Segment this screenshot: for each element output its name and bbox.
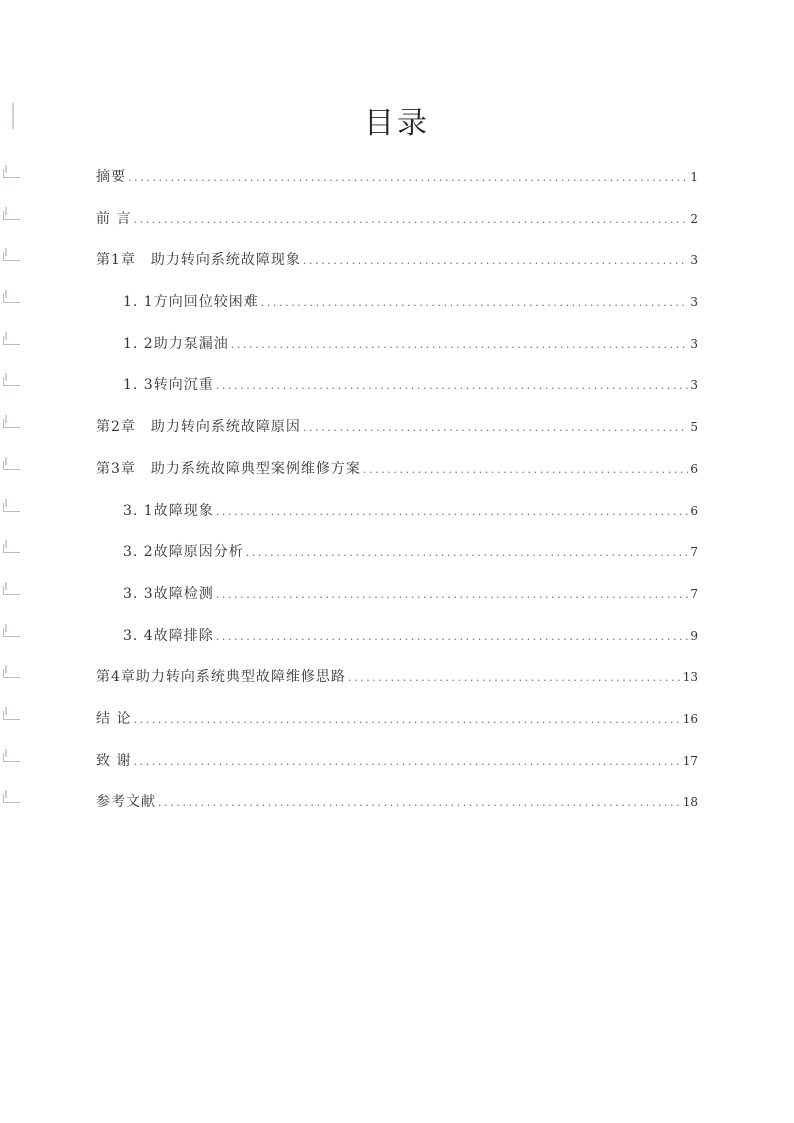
dot-leader [231,334,689,356]
dot-leader [216,584,689,606]
toc-entry-page: 7 [690,545,698,560]
toc-entry-page: 2 [690,211,698,226]
bracket-marker-icon [3,294,20,303]
toc-entry-line [96,708,698,731]
toc-entry-label: 前 言 [96,210,132,227]
dot-leader [363,459,688,481]
toc-entry[interactable] [0,366,794,408]
toc-entry-label: 3. 3故障检测 [123,585,214,602]
toc-entry-line [96,458,698,481]
bracket-marker-icon [3,252,20,261]
dot-leader [158,792,681,814]
dot-leader [303,417,688,439]
toc-entry[interactable] [0,241,794,283]
toc-entry[interactable] [0,325,794,367]
toc-entry-line [123,333,698,356]
toc-entry-page: 16 [682,711,698,726]
toc-entry-line [123,583,698,606]
toc-entry[interactable] [0,200,794,242]
toc-entry-page: 3 [690,295,698,310]
toc-entry[interactable] [0,450,794,492]
bracket-marker-icon [3,419,20,428]
toc-entry-label: 1. 1方向回位较困难 [123,294,259,311]
toc-entry-page: 6 [690,503,698,518]
page-title: 目录 [364,106,430,141]
toc-entry-line [96,791,698,814]
dot-leader [246,542,689,564]
toc-entry[interactable] [0,283,794,325]
bracket-marker-icon [3,336,20,345]
toc-entry-line [96,249,698,272]
toc-entry-line [123,291,698,314]
toc-entry-page: 3 [690,336,698,351]
dot-leader [133,751,680,773]
toc-entry[interactable] [0,700,794,742]
toc-entry-line [123,500,698,523]
dot-leader [216,375,689,397]
toc-entry-label: 第4章助力转向系统典型故障维修思路 [96,669,346,686]
toc-entry-label: 第3章 助力系统故障典型案例维修方案 [96,460,361,477]
bracket-marker-icon [3,544,20,553]
bracket-marker-icon [3,711,20,720]
toc-entry-page: 1 [690,170,698,184]
toc-entry-line [96,416,698,439]
toc-entry-label: 3. 1故障现象 [123,502,214,519]
table-of-contents [0,158,794,825]
toc-entry-page: 18 [682,795,698,810]
bracket-marker-icon [3,628,20,637]
dot-leader [348,667,681,689]
bracket-marker-icon [3,669,20,678]
bracket-marker-icon [3,753,20,762]
dot-leader [216,626,689,648]
toc-entry-label: 第1章 助力转向系统故障现象 [96,252,301,269]
toc-entry-label: 第2章 助力转向系统故障原因 [96,419,301,436]
toc-entry-page: 17 [682,753,698,768]
dot-leader [261,292,689,314]
dot-leader [133,709,680,731]
toc-entry[interactable] [0,408,794,450]
bracket-marker-icon [3,503,20,512]
bracket-marker-icon [3,211,20,220]
dot-leader [216,501,689,523]
toc-entry-page: 5 [690,420,698,435]
toc-entry-label: 摘要 [96,169,126,185]
toc-entry[interactable] [0,533,794,575]
dot-leader [303,250,688,272]
toc-entry-label: 1. 3转向沉重 [123,377,214,394]
dot-leader [133,209,688,231]
toc-entry-line [96,166,698,189]
toc-entry-label: 参考文献 [96,794,156,811]
toc-entry[interactable] [0,742,794,784]
bracket-marker-icon [3,377,20,386]
toc-entry-line [123,374,698,397]
toc-entry[interactable] [0,783,794,825]
toc-entry-page: 3 [690,253,698,268]
toc-entry-label: 1. 2助力泵漏油 [123,335,229,352]
toc-entry-label: 3. 4故障排除 [123,627,214,644]
bracket-marker-icon [3,794,20,803]
toc-entry-page: 3 [690,378,698,393]
toc-entry-page: 6 [690,461,698,476]
toc-entry[interactable] [0,492,794,534]
toc-entry-line [96,750,698,773]
toc-entry[interactable] [0,575,794,617]
toc-entry-label: 结 论 [96,710,132,727]
toc-entry-line [123,541,698,564]
toc-entry-label: 致 谢 [96,752,132,769]
toc-entry-line [96,208,698,231]
toc-entry-line [123,625,698,648]
toc-entry[interactable] [0,617,794,659]
toc-entry[interactable] [0,658,794,700]
dot-leader [128,167,688,189]
bracket-marker-icon [3,169,20,178]
bracket-marker-icon [3,586,20,595]
toc-entry-label: 3. 2故障原因分析 [123,544,244,561]
toc-entry-page: 7 [690,586,698,601]
toc-entry[interactable] [0,158,794,200]
toc-entry-line [96,666,698,689]
toc-entry-page: 9 [690,628,698,643]
bracket-marker-icon [3,461,20,470]
toc-entry-page: 13 [682,670,698,685]
